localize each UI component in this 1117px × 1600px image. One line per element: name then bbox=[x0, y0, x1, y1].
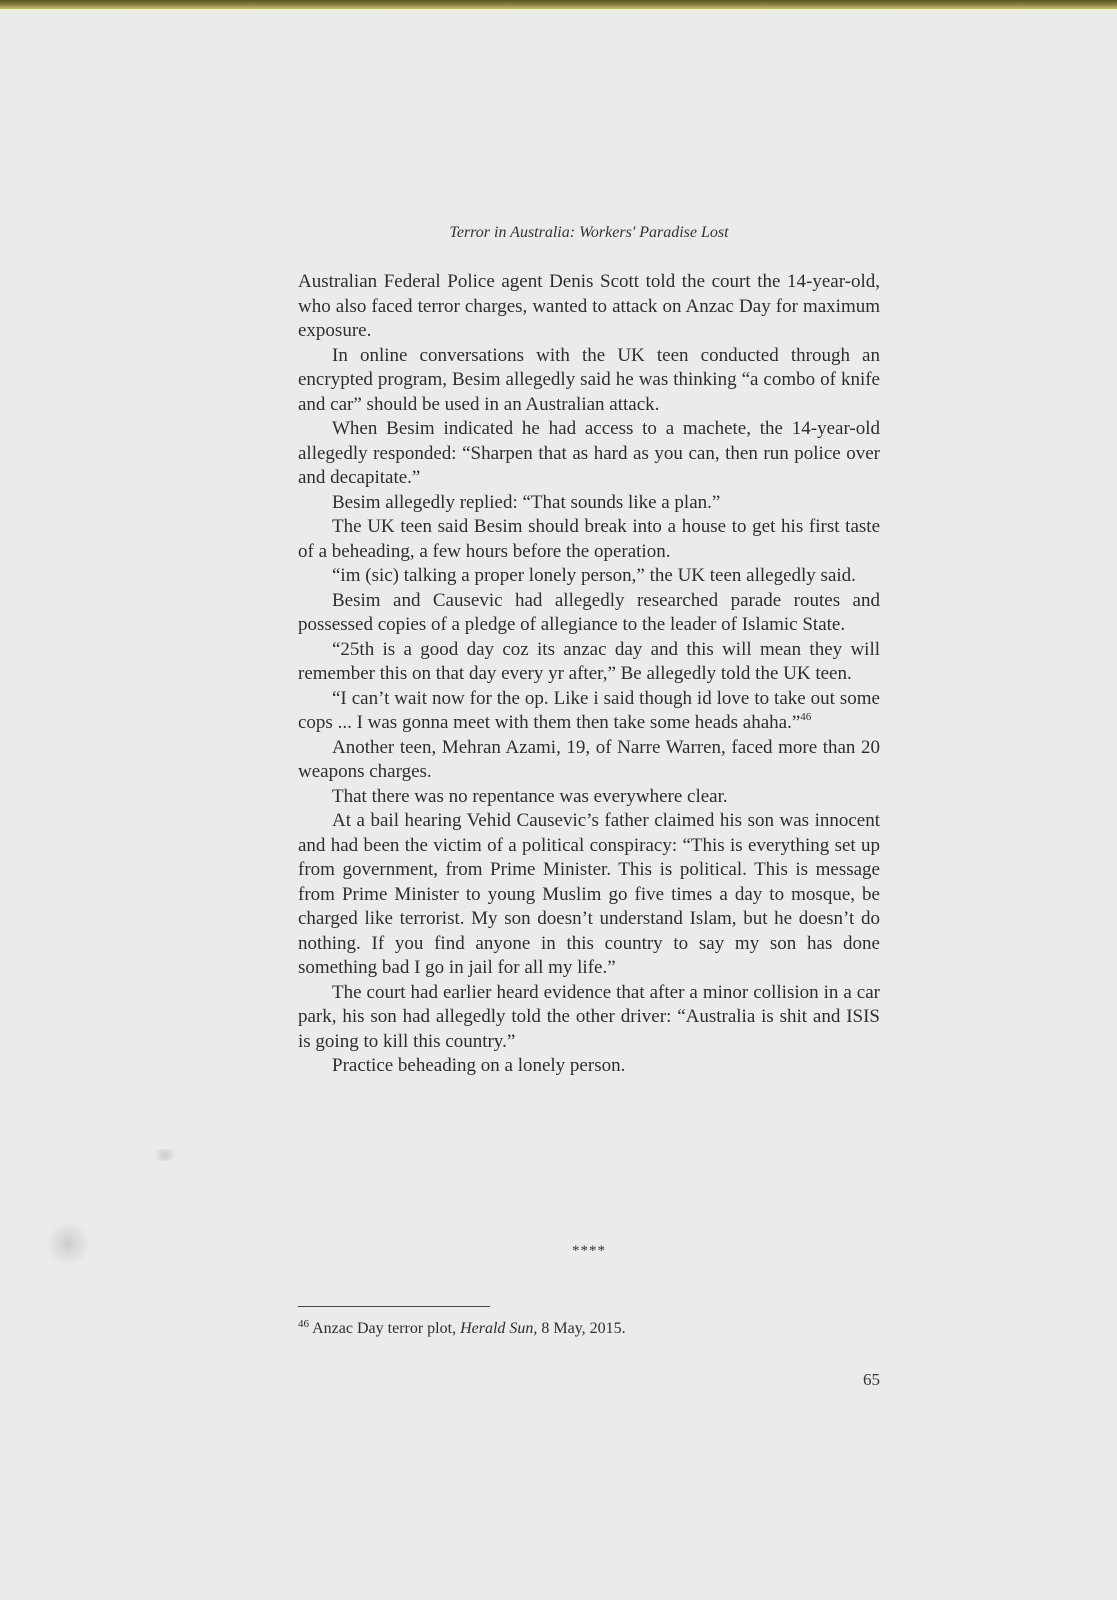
footnote-date: , 8 May, 2015. bbox=[533, 1320, 626, 1337]
paragraph: “25th is a good day coz its anzac day and this will mean they will remember this on that day every yr after,” Be allegedly told the UK teen. bbox=[298, 638, 880, 684]
paragraph-with-footnote bbox=[298, 687, 880, 736]
paragraph: At a bail hearing Vehid Causevic’s father claimed his son was innocent and had been the victim of a political conspiracy: “This is everything set up from government, from Prime Minister. This is political. This is message from Prime Minister to young Muslim go five times a day to mosque, be charged like terrorist. My son doesn’t understand Islam, but he doesn’t do nothing. If you find anyone in this country to say my son has done something bad I go in jail for all my life.” bbox=[298, 810, 880, 978]
footnote bbox=[298, 1320, 880, 1338]
paragraph: Australian Federal Police agent Denis Scott told the court the 14-year-old, who also faced terror charges, wanted to attack on Anzac Day for maximum exposure. bbox=[298, 271, 880, 341]
page-number: 65 bbox=[863, 1370, 880, 1389]
paragraph: The UK teen said Besim should break into a house to get his first taste of a beheading, a few hours before the operation. bbox=[298, 516, 880, 562]
footnote-rule bbox=[298, 1306, 490, 1307]
footnote-text: Anzac Day terror plot, bbox=[312, 1320, 461, 1337]
running-head: Terror in Australia: Workers' Paradise Lost bbox=[449, 224, 729, 241]
body-text bbox=[298, 270, 880, 1079]
paragraph: “im (sic) talking a proper lonely person,” the UK teen allegedly said. bbox=[332, 565, 856, 586]
scan-smudge bbox=[150, 1149, 180, 1161]
footnote-source: Herald Sun bbox=[460, 1320, 534, 1337]
footnote-reference: 46 bbox=[800, 711, 812, 723]
paragraph: Another teen, Mehran Azami, 19, of Narre Warren, faced more than 20 weapons charges. bbox=[298, 736, 880, 782]
paragraph: In online conversations with the UK teen conducted through an encrypted program, Besim allegedly said he was thinking “a combo of knife and car” should be used in an Australian attack. bbox=[298, 344, 880, 415]
scan-top-edge bbox=[0, 0, 1117, 9]
paragraph: Besim allegedly replied: “That sounds like a plan.” bbox=[332, 491, 721, 513]
section-break: **** bbox=[572, 1243, 606, 1259]
paragraph: Besim and Causevic had allegedly researched parade routes and possessed copies of a pledge of allegiance to the leader of Islamic State. bbox=[298, 589, 880, 635]
footnote-number: 46 bbox=[298, 1318, 309, 1330]
paragraph: When Besim indicated he had access to a machete, the 14-year-old allegedly responded: “Sharpen that as hard as you can, then run police over and decapitate.” bbox=[298, 418, 880, 488]
scan-smudge bbox=[48, 1219, 88, 1269]
paragraph: The court had earlier heard evidence that after a minor collision in a car park, his son had allegedly told the other driver: “Australia is shit and ISIS is going to kill this country.” bbox=[298, 981, 880, 1052]
paragraph-text: “I can’t wait now for the op. Like i said though id love to take out some cops ... I was gonna meet with them then take some heads ahaha.” bbox=[298, 687, 880, 733]
paragraph: Practice beheading on a lonely person. bbox=[332, 1055, 626, 1076]
paragraph: That there was no repentance was everywhere clear. bbox=[332, 785, 728, 807]
